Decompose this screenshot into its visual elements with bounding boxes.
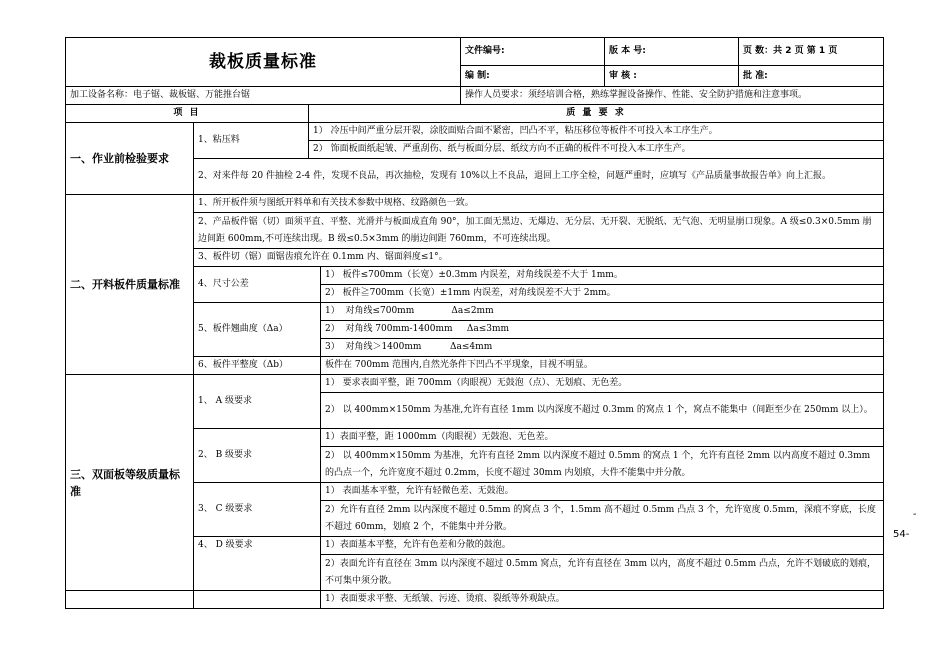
section-2-item-5-c: 3） 对角线＞1400mm Δa≤4mm [321, 339, 884, 357]
section-1-item-1-label: 1、粘压料 [194, 123, 309, 159]
document-title: 裁板质量标准 [66, 38, 461, 87]
grade-d-item-2: 2）表面允许有直径在 3mm 以内深度不超过 0.5mm 窝点，允许有直径在 3mm 以内，高度不超过 0.5mm 凸点，允许不划破底的划痕，不可集中须分散。 [321, 555, 884, 591]
section-2-item-4-a: 1） 板件≤700mm（长宽）±0.3mm 内误差，对角线误差不大于 1mm。 [321, 267, 884, 285]
equipment-info: 加工设备名称：电子锯、裁板锯、万能推台锯 [66, 87, 461, 105]
grade-d-item-1: 1）表面基本平整，允许有色差和分散的鼓泡。 [321, 537, 884, 555]
section-1-item-2: 2、对来件每 20 件抽检 2-4 件，发现不良品，再次抽检，发现有 10%以上不良品，退回上工序全检，问题严重时，应填写《产品质量事故报告单》向上汇报。 [194, 159, 884, 195]
personnel-requirements: 操作人员要求：须经培训合格，熟练掌握设备操作、性能、安全防护措施和注意事项。 [461, 87, 884, 105]
grade-c-label: 3、 C 级要求 [194, 483, 321, 537]
section-2-item-5-a: 1） 对角线≤700mm Δa≤2mm [321, 303, 884, 321]
grade-c-item-2: 2）允许有直径 2mm 以内深度不超过 0.5mm 的窝点 3 个，1.5mm 高不超过 0.5mm 凸点 3 个，允许宽度 0.5mm，深痕不穿底，长度不超过 60mm，划痕 2 个，不能集中并分散。 [321, 501, 884, 537]
page-dash: - [913, 509, 917, 520]
section-2-item-6-label: 6、板件平整度（Δb） [194, 357, 321, 375]
author-label: 编 制: [461, 66, 605, 87]
pages-label: 页 数：共 2 页 第 1 页 [739, 38, 884, 66]
section-1-item-1-b: 2） 饰面板面纸起皱、严重刮伤、纸与板面分层、纸纹方向不正确的板件不可投入本工序生产。 [309, 141, 884, 159]
grade-a-label: 1、 A 级要求 [194, 375, 321, 429]
version-label: 版 本 号: [605, 38, 739, 66]
grade-a-item-1: 1） 要求表面平整，距 700mm（肉眼视）无鼓泡（点）、无划痕、无色差。 [321, 375, 884, 393]
grade-b-label: 2、 B 级要求 [194, 429, 321, 483]
section-2-item-1: 1、所开板件须与图纸开料单和有关技术参数中规格、纹路颜色一致。 [194, 195, 884, 213]
grade-a-item-2: 2） 以 400mm×150mm 为基准,允许有直径 1mm 以内深度不超过 0.3mm 的窝点 1 个，窝点不能集中（间距至少在 250mm 以上）。 [321, 393, 884, 429]
section-2-title: 二、开料板件质量标准 [66, 195, 194, 375]
grade-b-item-2: 2） 以 400mm×150mm 为基准，允许有直径 2mm 以内深度不超过 0.5mm 的窝点 1 个，允许有直径 2mm 以内高度不超过 0.3mm 的凸点一个，允许宽度不超过 0.2mm，长度不超过 30mm 内划痕，大件不能集中并分散。 [321, 447, 884, 483]
section-2-item-2: 2、产品板件锯（切）面须平直、平整、光滑并与板面成直角 90°，加工面无黑边、无爆边、无分层、无开裂、无脱纸、无气泡、无明显崩口现象。A 级≤0.3×0.5mm 崩边间距 600mm,不可连续出现。B 级≤0.5×3mm 的崩边间距 760mm，不可连续出现。 [194, 213, 884, 249]
grade-d-label: 4、 D 级要求 [194, 537, 321, 591]
column-header-item: 项 目 [66, 105, 309, 123]
approver-label: 批 准: [739, 66, 884, 87]
quality-standard-table [65, 37, 884, 609]
section-1-title: 一、作业前检验要求 [66, 123, 194, 195]
section-1-item-1-a: 1） 冷压中间严重分层开裂，涂胶面贴合面不紧密，凹凸不平，粘压移位等板件不可投入本工序生产。 [309, 123, 884, 141]
section-2-item-3: 3、板件切（锯）面锯齿痕允许在 0.1mm 内、锯面斜度≤1°。 [194, 249, 884, 267]
section-2-item-5-b: 2） 对角线 700mm-1400mm Δa≤3mm [321, 321, 884, 339]
reviewer-label: 审 核 : [605, 66, 739, 87]
section-4-item-1: 1）表面要求平整、无纸皱、污迹、烫痕、裂纸等外观缺点。 [321, 591, 884, 609]
page-number-marker: 54- [893, 529, 910, 540]
section-2-item-5-label: 5、板件翘曲度（Δa） [194, 303, 321, 357]
grade-c-item-1: 1） 表面基本平整，允许有轻微色差、无鼓泡。 [321, 483, 884, 501]
section-2-item-4-label: 4、尺寸公差 [194, 267, 321, 303]
section-4-title [66, 591, 194, 609]
grade-b-item-1: 1）表面平整，距 1000mm（肉眼视）无鼓泡、无色差。 [321, 429, 884, 447]
section-4-item-label [194, 591, 321, 609]
file-number-label: 文件编号: [461, 38, 605, 66]
section-3-title: 三、双面板等级质量标准 [66, 375, 194, 591]
column-header-requirement: 质 量 要 求 [309, 105, 884, 123]
section-2-item-4-b: 2） 板件≧700mm（长宽）±1mm 内误差，对角线误差不大于 2mm。 [321, 285, 884, 303]
section-2-item-6: 板件在 700mm 范围内,自然光条件下凹凸不平现象，目视不明显。 [321, 357, 884, 375]
